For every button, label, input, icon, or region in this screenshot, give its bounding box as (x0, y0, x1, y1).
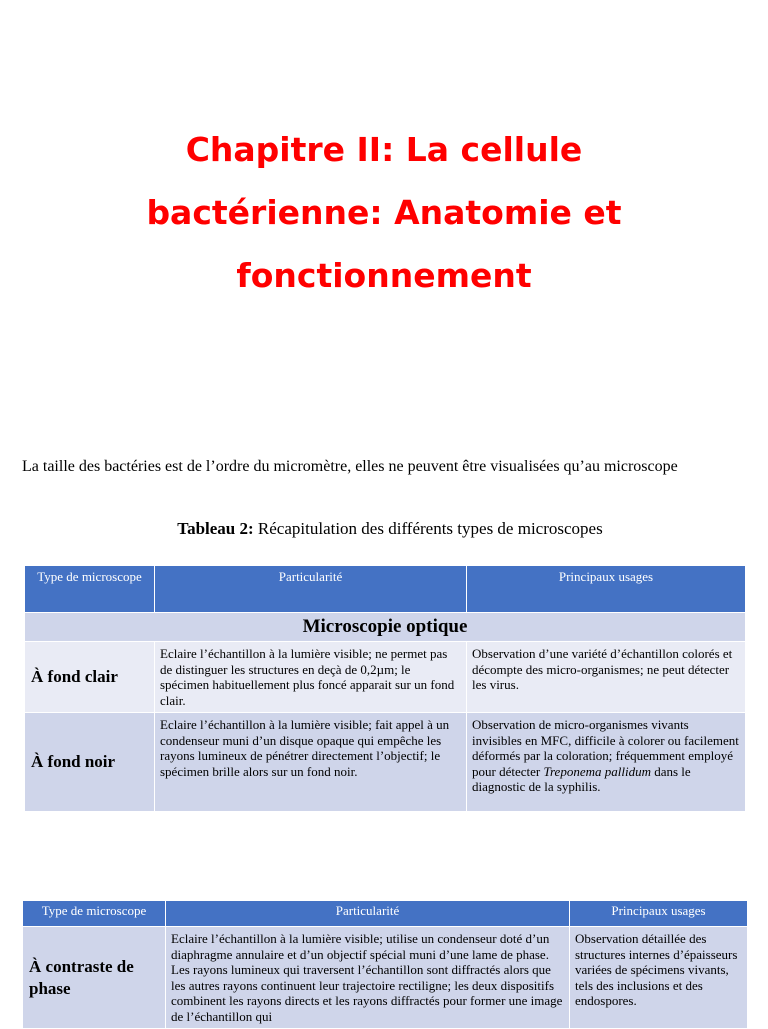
chapter-title (40, 118, 728, 307)
row-type: À fond clair (25, 642, 155, 713)
chapter-title-line-3: fonctionnement (236, 256, 532, 295)
header-particularite: Particularité (155, 566, 467, 613)
header-particularite: Particularité (166, 901, 570, 927)
intro-paragraph: La taille des bactéries est de l’ordre du micromètre, elles ne peuvent être visualisées qu’au microscope (22, 458, 678, 475)
table-caption (0, 515, 768, 543)
microscope-table-1 (24, 565, 746, 812)
species-name: Treponema pallidum (543, 763, 651, 779)
table-row (25, 713, 746, 812)
row-type: À contraste de phase (23, 927, 166, 1029)
table-caption-text: Récapitulation des différents types de microscopes (253, 519, 603, 538)
section-title: Microscopie optique (25, 613, 746, 642)
header-type: Type de microscope (23, 901, 166, 927)
row-particularite: Eclaire l’échantillon à la lumière visible; utilise un condenseur doté d’un diaphragme annulaire et d’un objectif spécial muni d’une lame de phase. Les rayons lumineux qui traversent l’échantillon sont diffractés alors que les autres rayons continuent leur trajectoire rectiligne; les deux dispositifs combinent les rayons directs et les rayons diffractés pour former une image de l’échantillon qui (166, 927, 570, 1029)
row-type: À fond noir (25, 713, 155, 812)
section-row (25, 613, 746, 642)
table-caption-label: Tableau 2: (177, 519, 254, 538)
header-usages: Principaux usages (570, 901, 748, 927)
row-usages: Observation d’une variété d’échantillon colorés et décompte des micro-organismes; ne peut détecter les virus. (467, 642, 746, 713)
table-row (25, 642, 746, 713)
row-particularite: Eclaire l’échantillon à la lumière visible; ne permet pas de distinguer les structures en deçà de 0,2µm; le spécimen habituellement plus foncé apparait sur un fond clair. (155, 642, 467, 713)
row-particularite: Eclaire l’échantillon à la lumière visible; fait appel à un condenseur muni d’un disque opaque qui empêche les rayons lumineux de pénétrer directement l’objectif; le spécimen brille alors sur un fond noir. (155, 713, 467, 812)
usages-text-end: dans le diagnostic de la syphilis. (472, 763, 691, 794)
usages-text: Observation de micro-organismes vivants invisibles en MFC, difficile à colorer ou facilement déformés par la coloration; fréquemment employé pour détecter (472, 717, 739, 779)
row-usages (467, 713, 746, 812)
table-header-row (23, 901, 748, 927)
microscope-table-2 (22, 900, 748, 1029)
table-row (23, 927, 748, 1029)
chapter-title-line-1: Chapitre II: La cellule (185, 130, 583, 169)
header-type: Type de microscope (25, 566, 155, 613)
header-usages: Principaux usages (467, 566, 746, 613)
chapter-title-line-2: bactérienne: Anatomie et (146, 193, 622, 232)
table-header-row (25, 566, 746, 613)
row-usages: Observation détaillée des structures internes d’épaisseurs variées de spécimens vivants, tels des inclusions et des endospores. (570, 927, 748, 1029)
